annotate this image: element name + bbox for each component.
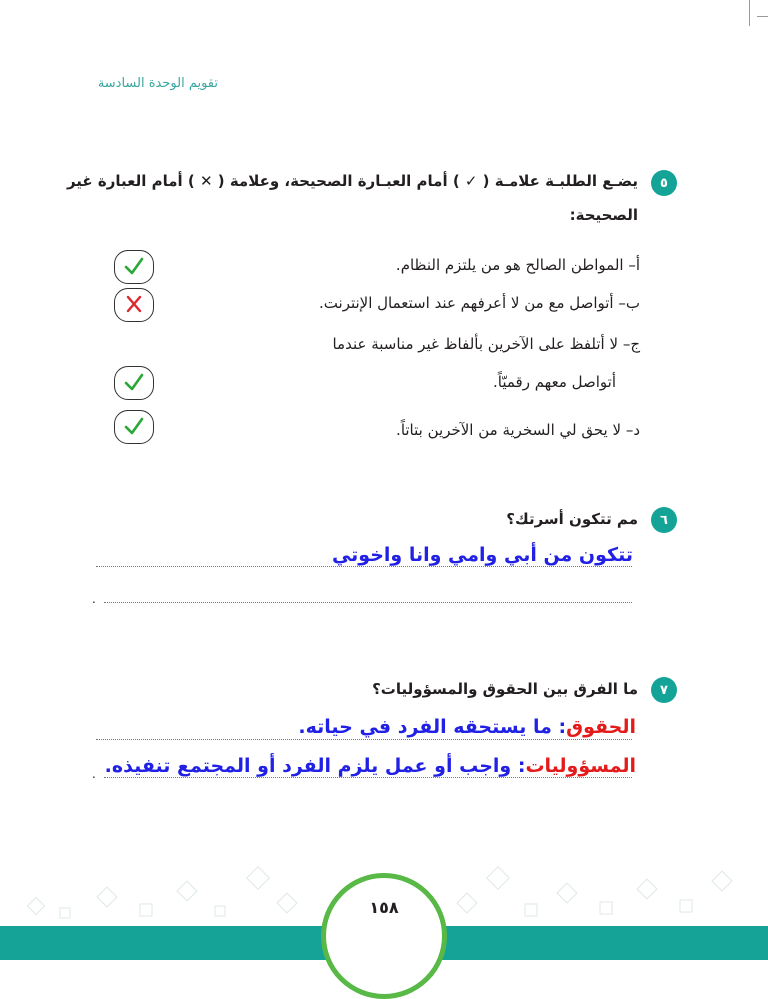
answer-line	[96, 566, 632, 567]
question-5-line2: الصحيحة:	[569, 206, 638, 224]
question-6-text: مم تتكون أسرتك؟	[506, 510, 638, 528]
question-6-number: ٦	[651, 507, 677, 533]
question-7-answer-rights[interactable]	[298, 716, 636, 738]
statement-c: ج– لا أتلفظ على الآخرين بألفاظ غير مناسبة عندما	[332, 335, 640, 353]
answer-box-b[interactable]	[114, 288, 154, 322]
responsibilities-term: المسؤوليات	[525, 755, 636, 777]
rights-term: الحقوق	[566, 716, 636, 738]
statement-a: أ– المواطن الصالح هو من يلتزم النظام.	[395, 256, 640, 274]
question-5-number: ٥	[651, 170, 677, 196]
question-7-number: ٧	[651, 677, 677, 703]
cross-icon	[124, 294, 144, 314]
answer-line	[96, 739, 632, 740]
question-7-text: ما الفرق بين الحقوق والمسؤوليات؟	[372, 680, 638, 698]
crop-mark	[749, 0, 750, 26]
answer-box-a[interactable]	[114, 250, 154, 284]
rights-definition: : ما يستحقه الفرد في حياته.	[298, 716, 567, 738]
unit-review-title: تقويم الوحدة السادسة	[97, 76, 218, 91]
answer-box-d[interactable]	[114, 410, 154, 444]
check-icon	[124, 256, 144, 276]
answer-box-c[interactable]	[114, 366, 154, 400]
responsibilities-definition: : واجب أو عمل يلزم الفرد أو المجتمع تنفيذه.	[104, 755, 526, 777]
answer-line	[104, 777, 632, 778]
statement-b: ب– أتواصل مع من لا أعرفهم عند استعمال الإنترنت.	[319, 294, 640, 312]
question-7-answer-responsibilities[interactable]	[105, 755, 636, 777]
line-start-dot: .	[92, 592, 96, 606]
crop-mark	[757, 16, 768, 17]
question-5-line1: يضـع الطلبـة علامـة ( ✓ ) أمام العبـارة الصحيحة، وعلامة ( ✕ ) أمام العبارة غير	[66, 172, 638, 190]
answer-line	[104, 602, 632, 603]
check-icon	[124, 416, 144, 436]
statement-c-continued: أتواصل معهم رقميّاً.	[492, 373, 616, 391]
page-number: ١٥٨	[369, 898, 399, 917]
statement-d: د– لا يحق لي السخرية من الآخرين بتاتاً.	[396, 421, 640, 439]
check-icon	[124, 372, 144, 392]
page-number-badge	[321, 873, 447, 999]
line-start-dot: .	[92, 767, 96, 781]
question-6-answer[interactable]: تتكون من أبي وامي وانا واخوتي	[331, 544, 633, 566]
